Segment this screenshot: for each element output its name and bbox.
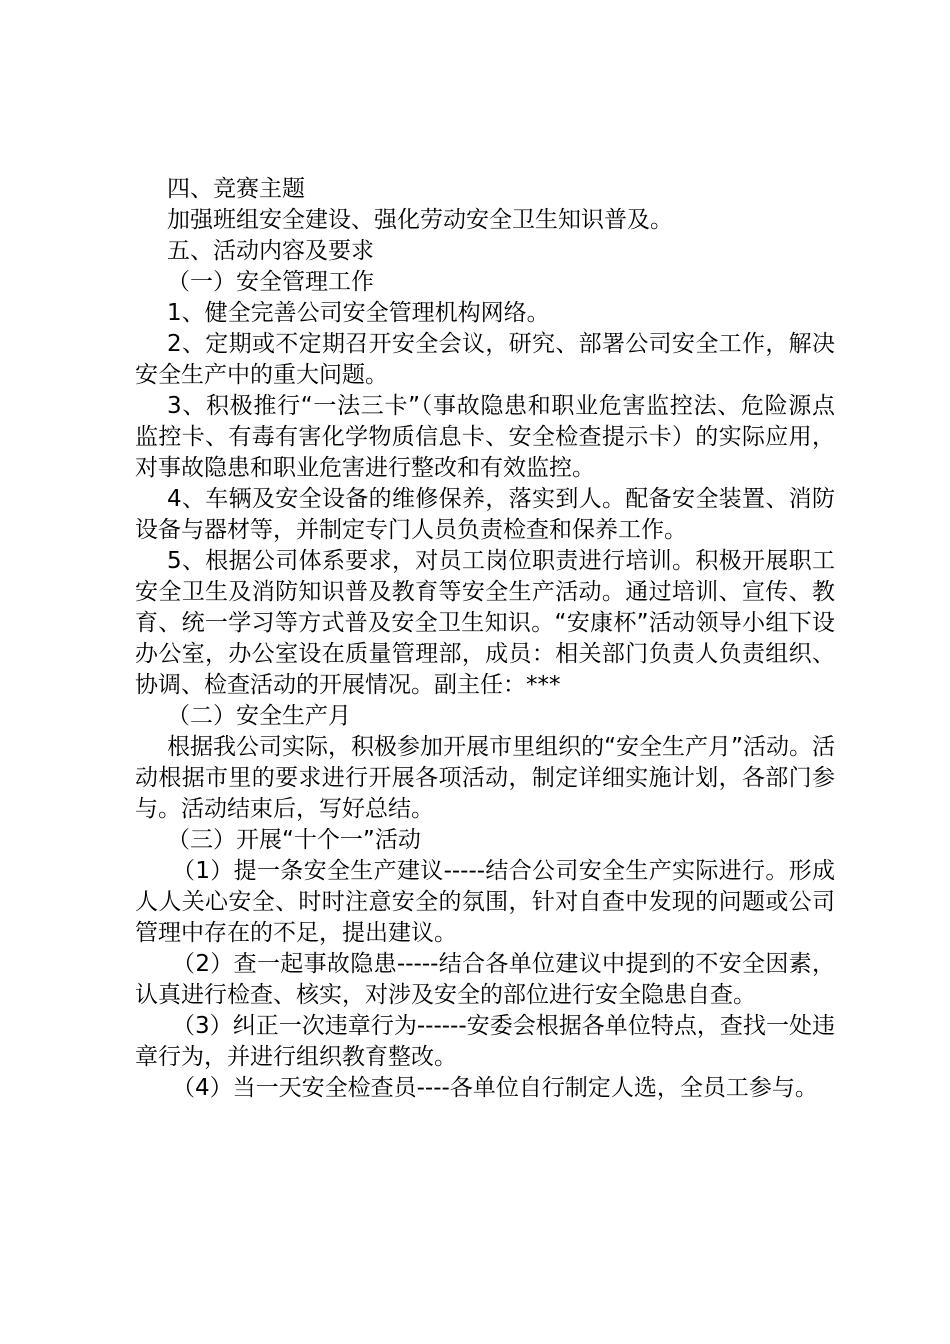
paragraph-item-4: 4、车辆及安全设备的维修保养，落实到人。配备安全装置、消防设备与器材等，并制定专门人员负责检查和保养工作。 <box>135 486 835 543</box>
paragraph-ten-ones-3: （3）纠正一次违章行为------安委会根据各单位特点，查找一处违章行为，并进行组织教育整改。 <box>135 1013 835 1070</box>
paragraph-item-2: 2、定期或不定期召开安全会议，研究、部署公司安全工作，解决安全生产中的重大问题。 <box>135 331 835 388</box>
paragraph-item-5: 5、根据公司体系要求，对员工岗位职责进行培训。积极开展职工安全卫生及消防知识普及教育等安全生产活动。通过培训、宣传、教育、统一学习等方式普及安全卫生知识。“安康杯”活动领导小组下设办公室，办公室设在质量管理部，成员：相关部门负责人负责组织、协调、检查活动的开展情况。副主任：*** <box>135 548 835 698</box>
paragraph-ten-ones-1: （1）提一条安全生产建议-----结合公司安全生产实际进行。形成人人关心安全、时时注意安全的氛围，针对自查中发现的问题或公司管理中存在的不足，提出建议。 <box>135 858 835 946</box>
section-heading-competition-theme: 四、竞赛主题 <box>167 176 305 202</box>
subsection-heading-ten-ones: （三）开展“十个一”活动 <box>167 827 421 853</box>
paragraph-ten-ones-4: （4）当一天安全检查员----各单位自行制定人选，全员工参与。 <box>172 1075 818 1101</box>
paragraph-item-3: 3、积极推行“一法三卡”（事故隐患和职业危害监控法、危险源点监控卡、有毒有害化学物质信息卡、安全检查提示卡）的实际应用，对事故隐患和职业危害进行整改和有效监控。 <box>135 393 835 481</box>
subsection-heading-safety-month: （二）安全生产月 <box>167 703 351 729</box>
paragraph-ten-ones-2: （2）查一起事故隐患-----结合各单位建议中提到的不安全因素，认真进行检查、核实，对涉及安全的部位进行安全隐患自查。 <box>135 951 835 1008</box>
document-body <box>135 174 835 1104</box>
subsection-heading-safety-management: （一）安全管理工作 <box>167 269 374 295</box>
paragraph-item-1: 1、健全完善公司安全管理机构网络。 <box>167 300 550 326</box>
paragraph-safety-month: 根据我公司实际，积极参加开展市里组织的“安全生产月”活动。活动根据市里的要求进行开展各项活动，制定详细实施计划，各部门参与。活动结束后，写好总结。 <box>135 734 835 822</box>
section-heading-activity-content: 五、活动内容及要求 <box>167 238 374 264</box>
paragraph-theme-content: 加强班组安全建设、强化劳动安全卫生知识普及。 <box>167 207 673 233</box>
